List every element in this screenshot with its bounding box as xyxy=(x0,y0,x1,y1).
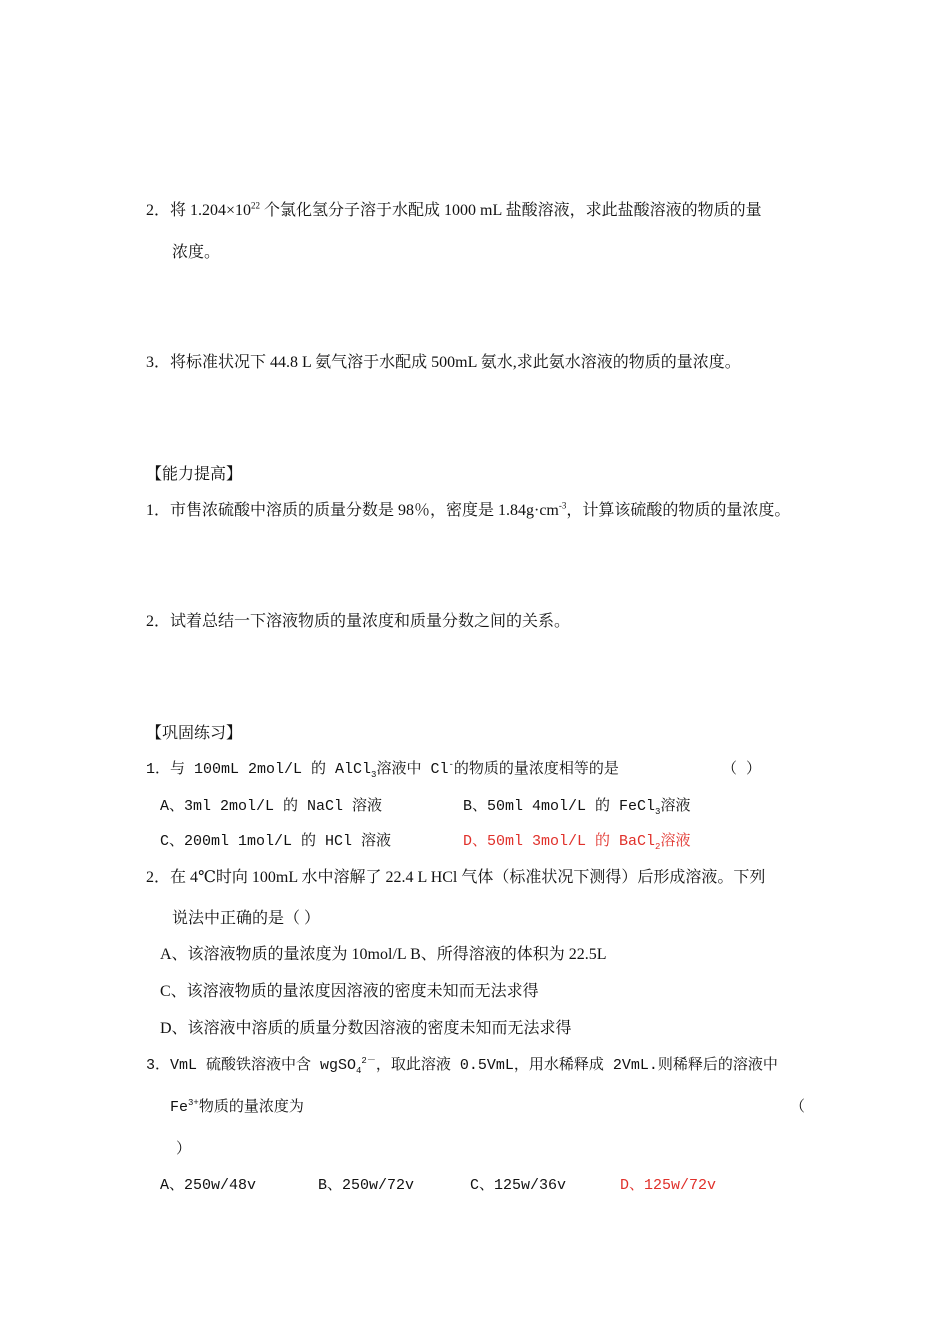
practice-q3-option-c: C、125w/36v xyxy=(470,1177,567,1194)
practice-q1-sup: - xyxy=(448,760,454,770)
practice-q2-stem-line-1: 2．在 4℃时向 100mL 水中溶解了 22.4 L HCl 气体（标准状况下测得）后形成溶液。下列 xyxy=(146,869,766,886)
improve-question-2: 2．试着总结一下溶液物质的量浓度和质量分数之间的关系。 xyxy=(146,613,571,630)
question-2-line-2: 浓度。 xyxy=(172,244,221,261)
practice-q3-bracket-close: ） xyxy=(176,1141,192,1158)
practice-q3-line-2 xyxy=(170,1098,304,1118)
practice-q1-option-c: C、200ml 1mol/L 的 HCl 溶液 xyxy=(160,833,392,850)
practice-q3-option-a: A、250w/48v xyxy=(160,1177,257,1194)
practice-q1-option-d-answer xyxy=(463,832,690,852)
practice-q3-sup: 2－ xyxy=(361,1056,376,1066)
practice-q3-stem-a: 3．VmL 硫酸铁溶液中含 wgSO xyxy=(146,1057,357,1074)
practice-q1-stem-a: 1．与 100mL 2mol/L 的 AlCl xyxy=(146,761,372,778)
practice-q3-stem-b: ，取此溶液 0.5VmL，用水稀释成 2VmL.则稀释后的溶液中 xyxy=(375,1057,778,1074)
question-2-text-b: 个氯化氢分子溶于水配成 1000 mL 盐酸溶液，求此盐酸溶液的物质的量 xyxy=(260,202,762,219)
practice-q3-option-b: B、250w/72v xyxy=(318,1177,415,1194)
practice-q1-answer-bracket: （ ） xyxy=(722,761,762,778)
practice-q1-sub: 3 xyxy=(371,770,377,780)
practice-q1-stem-c: 的物质的量浓度相等的是 xyxy=(453,761,619,778)
practice-q2-option-c: C、该溶液物质的量浓度因溶液的密度未知而无法求得 xyxy=(160,983,539,1000)
practice-q3-option-d-answer: D、125w/72v xyxy=(620,1177,717,1194)
question-3-line: 3．将标准状况下 44.8 L 氨气溶于水配成 500mL 氨水,求此氨水溶液的物质的量浓度。 xyxy=(146,354,741,371)
practice-q1-option-b xyxy=(463,797,690,817)
practice-q1-stem-b: 溶液中 Cl xyxy=(376,761,449,778)
section-heading-practice: 【巩固练习】 xyxy=(146,725,243,742)
section-heading-improve: 【能力提高】 xyxy=(146,466,243,483)
practice-q1-option-d-sub: 2 xyxy=(655,842,661,852)
practice-q1-option-b-a: B、50ml 4mol/L 的 FeCl xyxy=(463,798,656,815)
practice-q3-line-2-a: Fe xyxy=(170,1099,189,1116)
practice-q3-line-2-sup: 3+ xyxy=(188,1098,199,1108)
practice-q2-option-d: D、该溶液中溶质的质量分数因溶液的密度未知而无法求得 xyxy=(160,1020,572,1037)
improve-q1-exponent: -3 xyxy=(558,500,567,511)
practice-q3-sub: 4 xyxy=(356,1066,362,1076)
practice-q3-stem xyxy=(146,1056,778,1076)
practice-q1-option-a: A、3ml 2mol/L 的 NaCl 溶液 xyxy=(160,798,383,815)
practice-q1-option-d-b: 溶液 xyxy=(660,833,691,850)
improve-question-1 xyxy=(146,501,790,521)
question-2-exponent: 22 xyxy=(251,200,261,211)
practice-q2-options-ab: A、该溶液物质的量浓度为 10mol/L B、所得溶液的体积为 22.5L xyxy=(160,946,607,963)
improve-q1-text-b: ，计算该硫酸的物质的量浓度。 xyxy=(566,502,791,519)
question-2-line-1 xyxy=(146,201,762,221)
practice-q1-option-d-a: D、50ml 3mol/L 的 BaCl xyxy=(463,833,656,850)
practice-q1-option-b-sub: 3 xyxy=(655,807,661,817)
practice-q3-line-2-b: 物质的量浓度为 xyxy=(198,1099,304,1116)
practice-q3-bracket-open: （ xyxy=(790,1099,806,1116)
practice-q2-stem-line-2: 说法中正确的是（ ） xyxy=(172,910,321,927)
question-2-text-a: 2．将 1.204×10 xyxy=(146,202,252,219)
practice-q1-stem xyxy=(146,760,619,780)
improve-q1-text-a: 1．市售浓硫酸中溶质的质量分数是 98％，密度是 1.84g·cm xyxy=(146,502,559,519)
practice-q1-option-b-b: 溶液 xyxy=(660,798,691,815)
